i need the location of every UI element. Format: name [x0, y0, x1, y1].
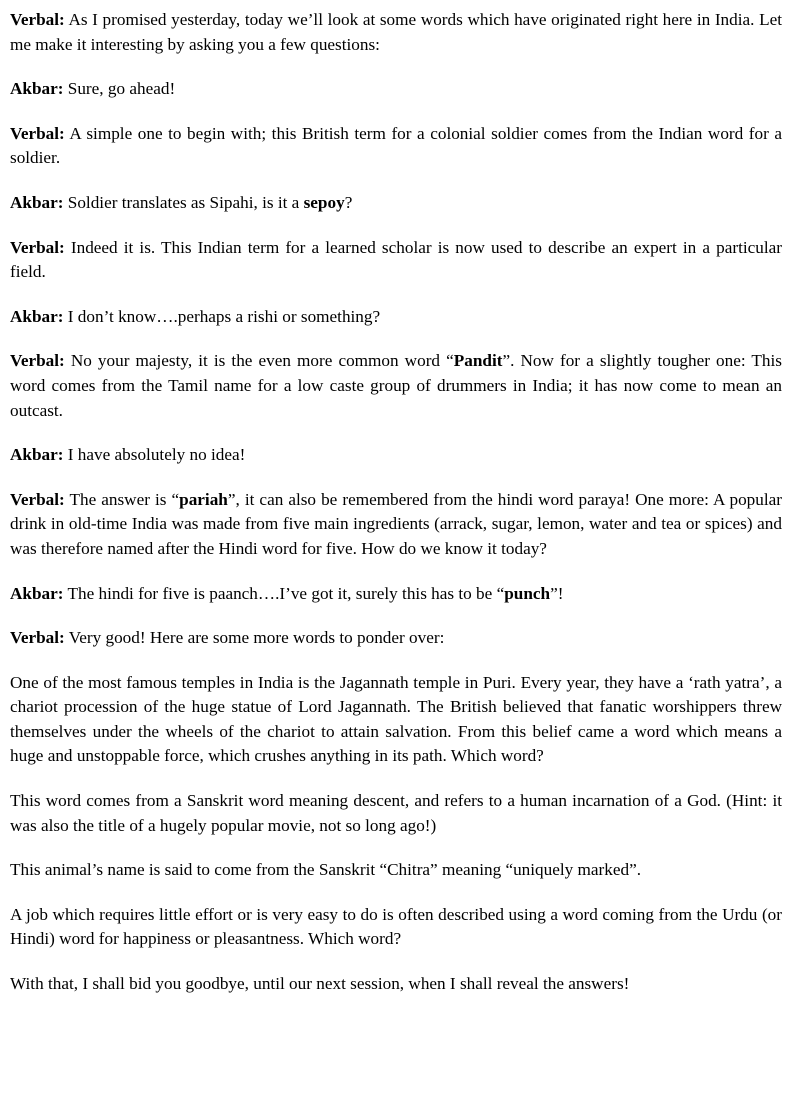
paragraph [10, 671, 782, 769]
paragraph [10, 626, 782, 651]
speaker-label: Akbar: [10, 192, 64, 212]
paragraph-text: ”, it can also be remembered from the hindi word paraya! One more: A popular drink in old-time India was made from five main ingredients (arrack, sugar, lemon, water and tea or spices) and was therefore named after the Hindi word for five. How do we know it today? [10, 489, 782, 558]
paragraph [10, 903, 782, 952]
paragraph [10, 236, 782, 285]
paragraph-text: Sure, go ahead! [63, 79, 176, 99]
emphasized-term: Pandit [453, 351, 503, 371]
document-body [10, 8, 782, 997]
paragraph-text: Soldier translates as Sipahi, is it a [63, 192, 304, 212]
paragraph-text: ”. Now for a slightly tougher one: This word comes from the Tamil name for a low caste group of drummers in India; it has now come to mean an outcast. [10, 351, 782, 420]
paragraph [10, 789, 782, 838]
paragraph [10, 349, 782, 423]
paragraph [10, 488, 782, 562]
paragraph-text: The hindi for five is paanch….I’ve got it, surely this has to be “ [63, 583, 505, 603]
speaker-label: Verbal: [10, 10, 65, 29]
speaker-label: Akbar: [10, 445, 64, 465]
paragraph-text: ? [344, 192, 353, 212]
paragraph [10, 122, 782, 171]
paragraph [10, 443, 782, 468]
paragraph-text: One of the most famous temples in India is the Jagannath temple in Puri. Every year, they have a ‘rath yatra’, a chariot procession of the huge statue of Lord Jagannath. The British believed that fanatic worshippers threw themselves under the wheels of the chariot to attain salvation. From this belief came a word which means a huge and unstoppable force, which crushes anything in its path. Which word? [10, 672, 782, 766]
paragraph-text: With that, I shall bid you goodbye, until our next session, when I shall reveal the answers! [10, 974, 630, 994]
paragraph-text: ”! [550, 583, 564, 603]
speaker-label: Verbal: [10, 123, 65, 143]
paragraph [10, 582, 782, 607]
paragraph-text: Indeed it is. This Indian term for a learned scholar is now used to describe an expert in a particular field. [10, 237, 782, 282]
emphasized-term: punch [504, 583, 551, 603]
paragraph-text: As I promised yesterday, today we’ll look at some words which have originated right here in India. Let me make it interesting by asking you a few questions: [10, 10, 782, 54]
paragraph [10, 305, 782, 330]
paragraph [10, 972, 782, 997]
paragraph-text: This word comes from a Sanskrit word meaning descent, and refers to a human incarnation of a God. (Hint: it was also the title of a hugely popular movie, not so long ago!) [10, 791, 782, 835]
paragraph [10, 77, 782, 102]
paragraph-text: A simple one to begin with; this British term for a colonial soldier comes from the Indian word for a soldier. [10, 123, 782, 168]
paragraph-text: Very good! Here are some more words to ponder over: [64, 628, 445, 648]
speaker-label: Verbal: [10, 351, 65, 371]
paragraph-text: The answer is “ [64, 489, 180, 509]
emphasized-term: pariah [179, 489, 228, 509]
speaker-label: Akbar: [10, 306, 64, 326]
paragraph-text: I don’t know….perhaps a rishi or something? [63, 306, 381, 326]
speaker-label: Verbal: [10, 628, 65, 648]
speaker-label: Akbar: [10, 583, 64, 603]
speaker-label: Verbal: [10, 237, 65, 257]
paragraph-text: A job which requires little effort or is very easy to do is often described using a word coming from the Urdu (or Hindi) word for happiness or pleasantness. Which word? [10, 904, 782, 949]
paragraph-text: I have absolutely no idea! [63, 445, 246, 465]
paragraph [10, 8, 782, 57]
paragraph-text: No your majesty, it is the even more common word “ [64, 351, 454, 371]
speaker-label: Akbar: [10, 79, 64, 99]
paragraph [10, 858, 782, 883]
paragraph-text: This animal’s name is said to come from the Sanskrit “Chitra” meaning “uniquely marked”. [10, 860, 641, 880]
speaker-label: Verbal: [10, 489, 65, 509]
emphasized-term: sepoy [303, 192, 345, 212]
paragraph [10, 191, 782, 216]
